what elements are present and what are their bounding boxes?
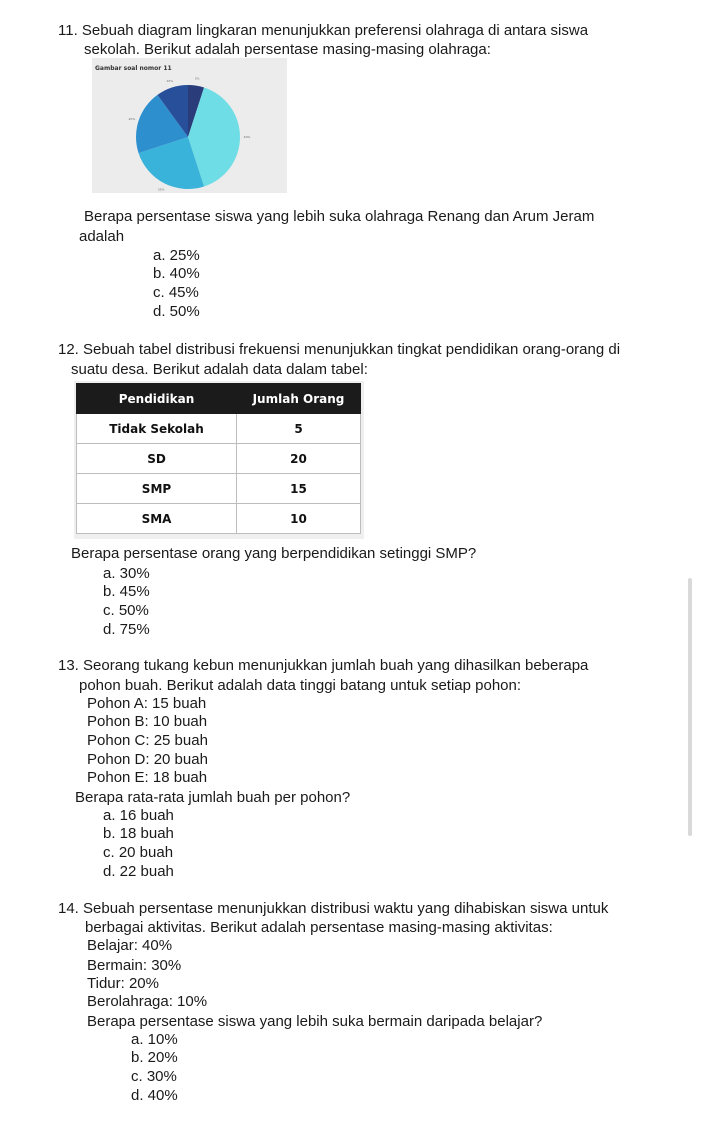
q12-option-d[interactable]: d. 75% — [103, 621, 150, 638]
q13-item-d: Pohon D: 20 buah — [87, 751, 208, 768]
q14-item-belajar: Belajar: 40% — [87, 937, 173, 954]
q14-option-b[interactable]: b. 20% — [131, 1049, 178, 1066]
table-header-cell: Pendidikan — [77, 384, 237, 414]
q14-text-line2: berbagai aktivitas. Berikut adalah persentase masing-masing aktivitas: — [85, 919, 553, 936]
pie-slice-label: 20% — [128, 116, 136, 121]
pie-slice-label: 25% — [157, 187, 165, 192]
q13-text-line1: 13. Seorang tukang kebun menunjukkan jumlah buah yang dihasilkan beberapa — [58, 657, 589, 674]
q11-question-line2: adalah — [79, 228, 125, 245]
q13-item-c: Pohon C: 25 buah — [87, 732, 208, 749]
q14-text-line1: 14. Sebuah persentase menunjukkan distribusi waktu yang dihabiskan siswa untuk — [58, 900, 609, 917]
table-header-row — [77, 384, 361, 414]
q11-option-d[interactable]: d. 50% — [153, 303, 200, 320]
q12-option-b[interactable]: b. 45% — [103, 583, 150, 600]
table-cell: 20 — [237, 444, 361, 474]
pie-figure-title: Gambar soal nomor 11 — [95, 65, 172, 72]
q13-text-line2: pohon buah. Berikut adalah data tinggi batang untuk setiap pohon: — [79, 677, 522, 694]
table-row — [77, 504, 361, 534]
q14-item-tidur: Tidur: 20% — [87, 975, 159, 992]
q11-question-line1: Berapa persentase siswa yang lebih suka olahraga Renang dan Arum Jeram — [84, 208, 595, 225]
table-cell: 10 — [237, 504, 361, 534]
table-row — [77, 444, 361, 474]
q13-item-e: Pohon E: 18 buah — [87, 769, 208, 786]
q14-option-a[interactable]: a. 10% — [131, 1031, 178, 1048]
q12-option-a[interactable]: a. 30% — [103, 565, 150, 582]
q14-item-berolahraga: Berolahraga: 10% — [87, 993, 208, 1010]
q11-text-line2: sekolah. Berikut adalah persentase masing-masing olahraga: — [84, 41, 491, 58]
table-cell: SMA — [77, 504, 237, 534]
table-cell: 5 — [237, 414, 361, 444]
table-row — [77, 474, 361, 504]
q14-option-d[interactable]: d. 40% — [131, 1087, 178, 1104]
q14-question: Berapa persentase siswa yang lebih suka bermain daripada belajar? — [87, 1013, 543, 1030]
q12-text-line1: 12. Sebuah tabel distribusi frekuensi menunjukkan tingkat pendidikan orang-orang di — [58, 341, 621, 358]
q12-frequency-table — [76, 383, 361, 534]
scrollbar[interactable] — [688, 578, 692, 836]
q14-item-bermain: Bermain: 30% — [87, 957, 182, 974]
q11-text-line1: 11. Sebuah diagram lingkaran menunjukkan preferensi olahraga di antara siswa — [58, 22, 589, 39]
q13-item-a: Pohon A: 15 buah — [87, 695, 207, 712]
table-row — [77, 414, 361, 444]
q11-option-c[interactable]: c. 45% — [153, 284, 199, 301]
q13-option-a[interactable]: a. 16 buah — [103, 807, 174, 824]
pie-slice-label: 40% — [243, 135, 251, 139]
q13-option-d[interactable]: d. 22 buah — [103, 863, 174, 880]
table-cell: SD — [77, 444, 237, 474]
table-cell: 15 — [237, 474, 361, 504]
q12-option-c[interactable]: c. 50% — [103, 602, 149, 619]
pie-chart — [92, 58, 287, 193]
table-cell: Tidak Sekolah — [77, 414, 237, 444]
q13-option-b[interactable]: b. 18 buah — [103, 825, 174, 842]
q12-question: Berapa persentase orang yang berpendidikan setinggi SMP? — [71, 545, 477, 562]
pie-slice-label: 10% — [166, 78, 174, 83]
q13-option-c[interactable]: c. 20 buah — [103, 844, 174, 861]
q13-item-b: Pohon B: 10 buah — [87, 713, 208, 730]
q11-option-a[interactable]: a. 25% — [153, 247, 200, 264]
q11-option-b[interactable]: b. 40% — [153, 265, 200, 282]
table-header-cell: Jumlah Orang — [237, 384, 361, 414]
table-cell: SMP — [77, 474, 237, 504]
q14-option-c[interactable]: c. 30% — [131, 1068, 177, 1085]
q12-text-line2: suatu desa. Berikut adalah data dalam tabel: — [71, 361, 368, 378]
q11-pie-figure — [92, 58, 287, 193]
q13-question: Berapa rata-rata jumlah buah per pohon? — [75, 789, 351, 806]
pie-slice-label: 5% — [194, 76, 200, 81]
